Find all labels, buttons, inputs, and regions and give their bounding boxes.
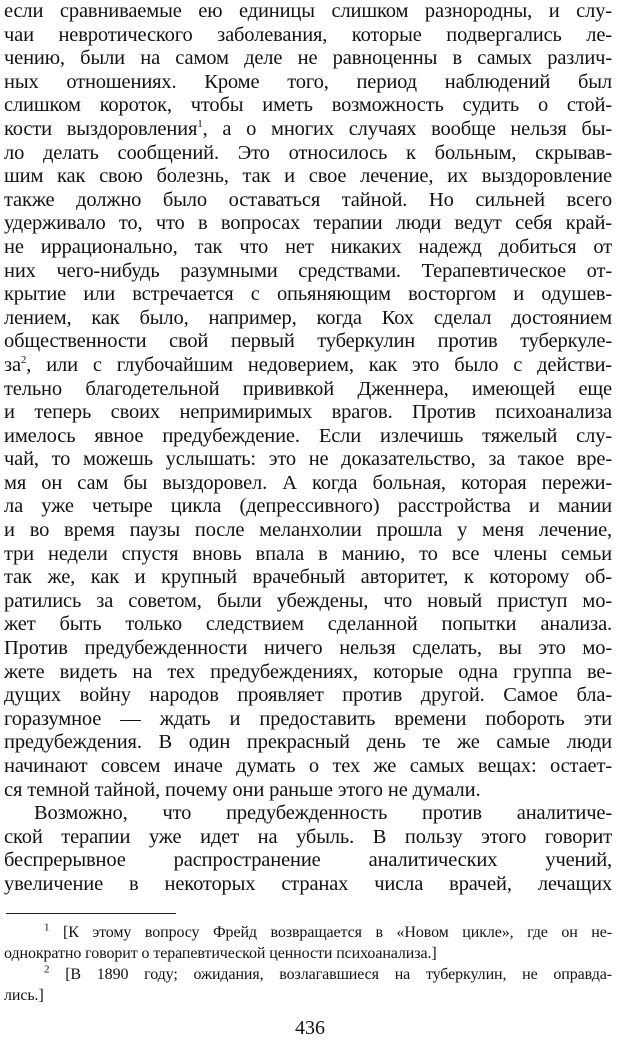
text-line: Возможно, что предубежденность против аналитиче-: [34, 802, 612, 825]
text-line: так же, как и крупный врачебный авторитет, к которому об-: [4, 566, 612, 589]
text-line: и теперь своих непримиримых врагов. Против психоанализа: [4, 401, 612, 424]
text-line: ратились за советом, были убеждены, что новый приступ мо-: [4, 589, 612, 612]
text-line: ных отношениях. Кроме того, период наблюдений был: [4, 70, 612, 93]
text-line: если сравниваемые ею единицы слишком разнородны, и слу-: [4, 0, 612, 22]
text-line-with-footnote: [4, 118, 612, 142]
text-line: начинают совсем иначе думать о тех же самых вещах: остает-: [4, 755, 612, 777]
text-line: удерживало то, что в вопросах терапии люди ведут себя край-: [4, 212, 612, 235]
text-line: ской терапии уже идет на убыль. В пользу этого говорит: [4, 825, 612, 848]
text-line: чению, были на самом деле не равноценны в самых различ-: [4, 47, 612, 70]
footnote-text: [В 1890 году; ожидания, возлагавшиеся на туберкулин, не оправда-: [65, 966, 612, 983]
text-line: тельно благодетельной прививкой Дженнера, имеющей еще: [4, 377, 612, 400]
footnote-1-continued: однократно говорит о терапевтической ценности психоанализа.]: [4, 945, 437, 962]
text-line: мя он сам бы выздоровел. А когда больная, которая пережи-: [4, 471, 612, 494]
footnote-text: [К этому вопросу Фрейд возвращается в «Новом цикле», где он не-: [62, 924, 612, 941]
text-line: горазумное — ждать и предоставить времени побороть эти: [4, 707, 612, 730]
text-line: лением, как было, например, когда Кох сделал достоянием: [4, 306, 612, 329]
text-line: не иррационально, так что нет никаких надежд добиться от: [4, 235, 612, 258]
footnote-mark: 2: [20, 354, 27, 367]
text-line: жет быть только следствием сделанной попытки анализа.: [4, 613, 612, 636]
page-number: 436: [295, 1017, 325, 1039]
text-line: три недели спустя вновь впала в манию, то все члены семьи: [4, 542, 612, 565]
text-fragment: за: [4, 353, 21, 376]
text-fragment: кости выздоровления: [4, 117, 198, 140]
footnote-number: 2: [44, 963, 50, 976]
text-line: жете видеть на тех предубеждениях, которые одна группа ве-: [4, 660, 612, 683]
text-line: имелось явное предубеждение. Если излечишь тяжелый слу-: [4, 424, 612, 447]
main-text: [4, 0, 612, 897]
text-line: Против предубежденности ничего нельзя сделать, вы это мо-: [4, 637, 612, 660]
text-line: предубеждения. В один прекрасный день те же самые люди: [4, 731, 612, 754]
text-line: чай, то можешь услышать: это не доказательство, за такое вре-: [4, 448, 612, 471]
footnote-number: 1: [44, 921, 50, 934]
text-line: них чего-нибудь разумными средствами. Терапевтическое от-: [4, 259, 612, 282]
footnote-separator: [6, 913, 176, 914]
text-line: слишком короток, чтобы иметь возможность судить о стой-: [4, 94, 612, 117]
footnote-mark: 1: [197, 118, 203, 131]
footnote-2-continued: лись.]: [4, 987, 44, 1004]
text-line: ся темной тайной, почему они раньше этого не думали.: [4, 778, 481, 801]
text-line: дущих войну народов проявляет против другой. Самое бла-: [4, 684, 612, 707]
text-fragment: , а о многих случаях вообще нельзя бы-: [202, 117, 612, 140]
text-line: общественности свой первый туберкулин против туберкуле-: [4, 330, 612, 353]
text-line-with-footnote: [4, 354, 612, 378]
footnote-1: [4, 922, 612, 943]
text-line: и во время паузы после меланхолии прошла у меня лечение,: [4, 519, 612, 542]
text-line: увеличение в некоторых странах числа врачей, лечащих: [4, 872, 612, 895]
text-line: ло делать сообщений. Это относилось к больным, скрывав-: [4, 141, 612, 164]
text-line: ла уже четыре цикла (депрессивного) расстройства и мании: [4, 495, 612, 518]
text-line: также должно было оставаться тайной. Но сильней всего: [4, 188, 612, 211]
text-line: крытие или встречается с опьяняющим восторгом и одушев-: [4, 283, 612, 306]
text-line: чаи невротического заболевания, которые подвергались ле-: [4, 23, 612, 46]
text-line: беспрерывное распространение аналитических учений,: [4, 849, 612, 872]
footnote-2: [4, 964, 612, 985]
footnotes: [4, 922, 612, 1006]
text-line: шим как свою болезнь, так и свое лечение, их выздоровление: [4, 165, 612, 188]
text-fragment: , или с глубочайшим недоверием, как это было с действи-: [26, 353, 612, 376]
